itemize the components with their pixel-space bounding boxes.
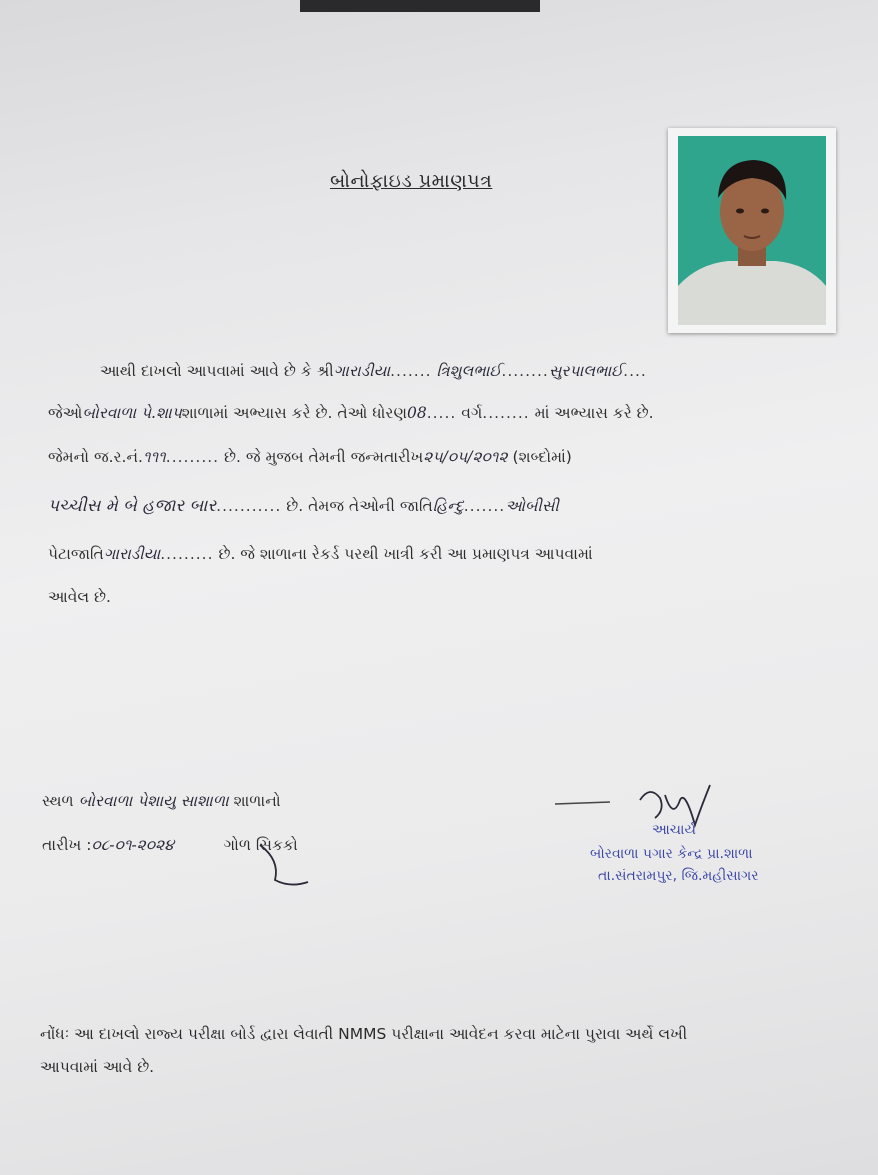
dob-value: ૨૫/૦૫/૨૦૧૨ (423, 448, 508, 466)
student-portrait-illustration (678, 136, 826, 325)
student-first-name: ત્રિશુલભાઈ (436, 362, 502, 380)
line2-middle: શાળામાં અભ્યાસ કરે છે. તેઓ ધોરણ (181, 404, 407, 422)
place-line (42, 792, 281, 811)
body-line-3: જેમનો જ.ર.નં.૧૧૧......... છે. જે મુજબ તેમની જન્મતારીખ૨૫/૦૫/૨૦૧૨ (શબ્દોમાં) (48, 448, 572, 466)
line1-prefix: આથી દાખલો આપવામાં આવે છે કે શ્રી (100, 362, 334, 380)
standard-value: 08 (406, 404, 427, 422)
principal-signature (555, 780, 725, 850)
place-suffix: શાળાનો (233, 792, 281, 810)
document-title: બોનોફાઇડ પ્રમાણપત્ર (330, 170, 493, 192)
date-value: ૦૮-૦૧-૨૦૨૪ (91, 836, 174, 854)
dob-in-words: પચ્ચીસ મે બે હજાર બાર (48, 496, 217, 516)
stamp-school: બોરવાળા પગાર કેન્દ્ર પ્રા.શાળા (590, 846, 753, 862)
grno-label: જેમનો જ.ર.નં. (48, 448, 143, 466)
caste-value: હિન્દુ (432, 497, 464, 515)
body-line-6 (48, 588, 111, 607)
date-label: તારીખ : (42, 836, 92, 854)
place-value: બોરવાળા પેશાયુ સાશાળા (78, 792, 229, 810)
line5-suffix: છે. જે શાળાના રેકર્ડ પરથી ખાત્રી કરી આ પ્રમાણપત્ર આપવામાં (218, 545, 593, 563)
body-line-1: આથી દાખલો આપવામાં આવે છે કે શ્રીગારાડીયા....... ત્રિશુલભાઈ........સુરપાલભાઈ.... (100, 362, 647, 380)
student-father-name: સુરપાલભાઈ (548, 362, 624, 380)
in-words-label: (શબ્દોમાં) (512, 448, 572, 466)
note-line-1: નોંધઃ આ દાખલો રાજ્ય પરીક્ષા બોર્ડ દ્વારા લેવાતી NMMS પરીક્ષાના આવેદન કરવા માટેના પુરાવા અર્થે લખી (40, 1025, 688, 1043)
student-surname: ગારાડીયા (333, 362, 391, 380)
body-line-4: પચ્ચીસ મે બે હજાર બાર........... છે. તેમજ તેઓની જાતિહિન્દુ.......ઓબીસી (48, 496, 559, 516)
line2-suffix: માં અભ્યાસ કરે છે. (534, 404, 654, 422)
subcaste-value: ગારાડીયા (103, 545, 161, 563)
body-line-2: જેઓબોરવાળા પે.શાપશાળામાં અભ્યાસ કરે છે. તેઓ ધોરણ08..... વર્ગ........ માં અભ્યાસ કરે છે. (48, 404, 654, 422)
school-name-handwritten: બોરવાળા પે.શાપ (82, 404, 182, 422)
dob-label: છે. જે મુજબ તેમની જન્મતારીખ (224, 448, 424, 466)
place-label: સ્થળ (42, 792, 74, 810)
class-label: વર્ગ (461, 404, 483, 422)
category-value: ઓબીસી (505, 497, 559, 515)
line2-prefix: જેઓ (48, 404, 83, 422)
date-flourish (250, 840, 320, 890)
subcaste-label: પેટાજાતિ (48, 545, 104, 563)
top-dark-band (300, 0, 540, 12)
grno-value: ૧૧૧ (142, 448, 166, 466)
stamp-location: તા.સંતરામપુર, જિ.મહીસાગર (598, 868, 759, 884)
note-line-2: આપવામાં આવે છે. (40, 1058, 155, 1076)
line6-text: આવેલ છે. (48, 588, 111, 606)
body-line-5: પેટાજાતિગારાડીયા......... છે. જે શાળાના રેકર્ડ પરથી ખાત્રી કરી આ પ્રમાણપત્ર આપવામાં (48, 545, 593, 563)
caste-label: છે. તેમજ તેઓની જાતિ (286, 497, 433, 515)
stamp-role: આચાર્ય (652, 822, 696, 838)
seal-label: ગોળ સિકકો (223, 836, 298, 854)
student-photo (668, 128, 836, 333)
